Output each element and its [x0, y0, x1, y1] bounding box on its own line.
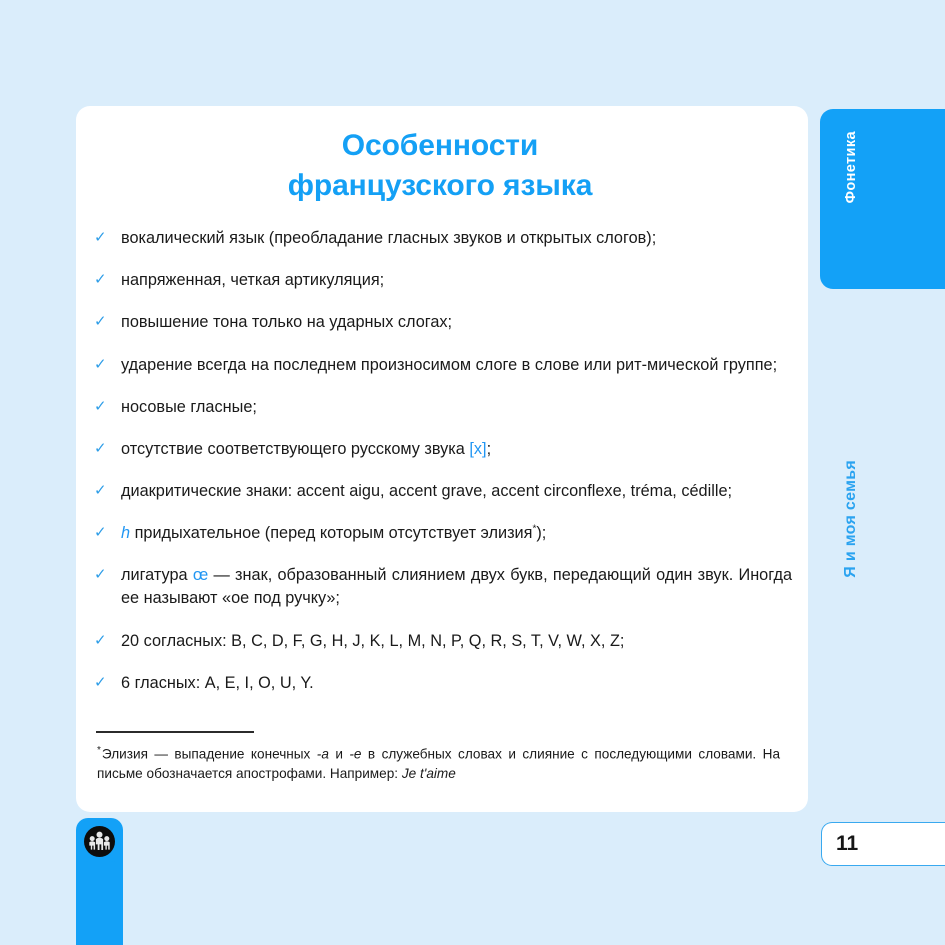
page-title [86, 126, 794, 205]
tab-fonetika-label: Фонетика [843, 131, 859, 204]
phoneme-symbol: [x] [469, 439, 487, 458]
ligature-oe: œ [192, 566, 209, 585]
page-number-box [821, 822, 945, 866]
check-icon: ✓ [94, 313, 107, 331]
list-item [86, 354, 794, 377]
check-icon: ✓ [94, 397, 107, 415]
list-item-text: лигатура œ — знак, образованный слиянием двух букв, передающий один звук. Иногда ее называют «ое под ручку»; [121, 566, 792, 608]
list-item [86, 396, 794, 419]
list-item-text: повышение тона только на ударных слогах; [121, 313, 453, 332]
list-item [86, 564, 794, 610]
list-item-text: напряженная, четкая артикуляция; [121, 271, 385, 290]
footnote-marker: * [97, 744, 101, 756]
footnote-block [96, 731, 780, 784]
page-title-line-2: французского языка [287, 168, 593, 202]
list-item [86, 480, 794, 503]
list-item-text: h придыхательное (перед которым отсутствует элизия*); [121, 523, 547, 543]
list-item-text: отсутствие соответствующего русскому звука [x]; [121, 439, 492, 458]
check-icon: ✓ [94, 482, 107, 500]
footnote-rule [96, 731, 254, 733]
list-item [86, 311, 794, 334]
check-icon: ✓ [94, 271, 107, 289]
feature-list [86, 227, 794, 695]
check-icon: ✓ [94, 566, 107, 584]
footnote-marker-inline: * [532, 523, 537, 535]
page-title-line-1: Особенности [341, 129, 539, 162]
page-number: 11 [836, 832, 859, 855]
letter-h: h [121, 524, 131, 543]
list-item [86, 672, 794, 695]
tab-ya-i-moya-semya[interactable] [820, 460, 945, 680]
list-item [86, 227, 794, 250]
list-item-text: ударение всегда на последнем произносимом слоге в слове или рит-мической группе; [121, 355, 778, 374]
list-item-text: вокалический язык (преобладание гласных звуков и открытых слогов); [121, 229, 657, 248]
content-card [76, 106, 808, 812]
list-item [86, 269, 794, 292]
example-phrase: Je t'aime [401, 766, 456, 782]
tab-ya-i-moya-semya-label: Я и моя семья [842, 460, 859, 578]
list-item-text: 6 гласных: A, E, I, O, U, Y. [121, 673, 314, 692]
check-icon: ✓ [94, 355, 107, 373]
card-inner [86, 118, 794, 802]
check-icon: ✓ [94, 524, 107, 542]
list-item-text: 20 согласных: B, C, D, F, G, H, J, K, L, M, N, P, Q, R, S, T, V, W, X, Z; [121, 631, 625, 650]
check-icon: ✓ [94, 673, 107, 691]
family-icon [79, 821, 120, 862]
tab-fonetika[interactable] [820, 109, 945, 289]
list-item [86, 522, 794, 545]
footnote-text: *Элизия — выпадение конечных -а и -е в служебных словах и слияние с последующими словами. На письме обозначается апострофами. Например: Je t'aime [97, 744, 781, 782]
list-item [86, 438, 794, 461]
check-icon: ✓ [94, 439, 107, 457]
list-item-text: диакритические знаки: accent aigu, accent grave, accent circonflexe, tréma, cédille; [121, 482, 733, 501]
list-item-text: носовые гласные; [121, 397, 257, 416]
check-icon: ✓ [94, 631, 107, 649]
check-icon: ✓ [94, 229, 107, 247]
list-item [86, 630, 794, 653]
